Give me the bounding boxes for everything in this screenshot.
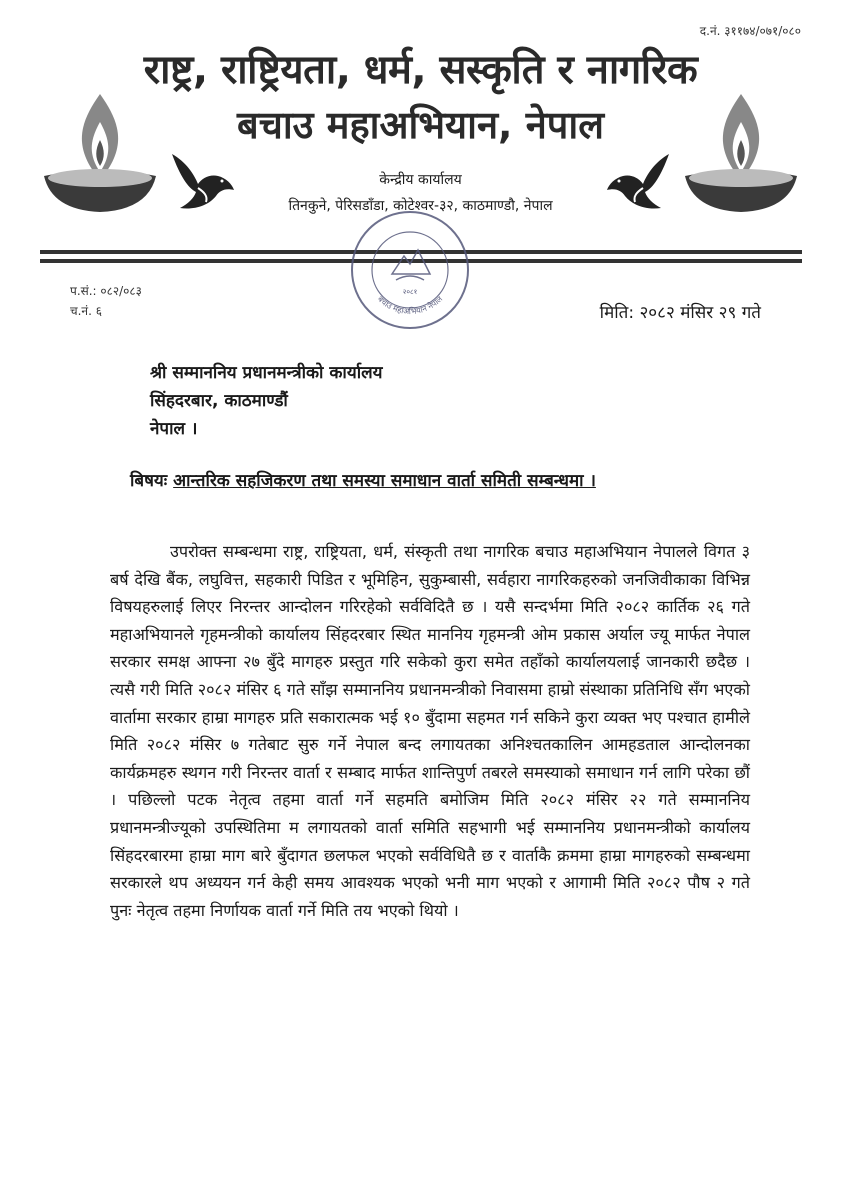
dispatch-number: च.नं. ६ [70, 304, 102, 318]
addressee-line1: श्री सम्माननिय प्रधानमन्त्रीको कार्यालय [150, 363, 383, 383]
central-office-label: केन्द्रीय कार्यालय [379, 172, 462, 188]
seal-year: २०८१ [402, 288, 418, 296]
subject-label: बिषयः [130, 471, 168, 491]
organization-title-line1: राष्ट्र, राष्ट्रियता, धर्म, सस्कृति र नागरिक [143, 47, 698, 93]
letter-date: मिति: २०८२ मंसिर २९ गते [599, 303, 761, 323]
organization-title-line2: बचाउ महाअभियान, नेपाल [237, 103, 604, 147]
reference-number: प.सं.: ०८२/०८३ [70, 284, 142, 298]
addressee-line3: नेपाल । [150, 419, 198, 439]
subject-text: आन्तरिक सहजिकरण तथा समस्या समाधान वार्ता समिती सम्बन्धमा । [173, 471, 596, 491]
registration-number: द.नं. ३११७४/०७१/०८० [699, 24, 801, 38]
body-paragraph: उपरोक्त सम्बन्धमा राष्ट्र, राष्ट्रियता, धर्म, संस्कृती तथा नागरिक बचाउ महाअभियान नेपालले विगत ३ बर्ष देखि बैंक, लघुवित्त, सहकारी पिडित र भूमिहिन, सुकुम्बासी, सर्वहारा नागरिकहरुको जनजिवीकाका विभिन्न विषयहरुलाई लिएर निरन्तर आन्दोलन गरिरहेको सर्वविदितै छ । यसै सन्दर्भमा मिति २०८२ कार्तिक २६ गते महाअभियानले गृहमन्त्रीको कार्यालय सिंहदरबार स्थित माननिय गृहमन्त्री ओम प्रकास अर्याल ज्यू मार्फत नेपाल सरकार समक्ष आफ्ना २७ बुँदे मागहरु प्रस्तुत गरि सकेको कुरा समेत तहाँको कार्यालयलाई जानकारी छदैछ । त्यसै गरी मिति २०८२ मंसिर ६ गते साँझ सम्माननिय प्रधानमन्त्रीको निवासमा हाम्रो संस्थाका प्रतिनिधि सँग भएको वार्तामा सरकार हाम्रा मागहरु प्रति सकारात्मक भई १० बुँदामा सहमत गर्न सकिने कुरा व्यक्त भए पश्चात हामीले मिति २०८२ मंसिर ७ गतेबाट सुरु गर्ने नेपाल बन्द लगायतका अनिश्चतकालिन आमहडताल आन्दोलनका कार्यक्रमहरु स्थगन गरी निरन्तर वार्ता र सम्बाद मार्फत शान्तिपुर्ण तबरले समस्याको समाधान गर्न लागि परेका छौं । पछिल्लो पटक नेतृत्व तहमा वार्ता गर्ने सहमति बमोजिम मिति २०८२ मंसिर २२ गते सम्माननिय प्रधानमन्त्रीज्यूको उपस्थितिमा म लगायतको वार्ता समिति सहभागी भई सम्माननिय प्रधानमन्त्रीको कार्यालय सिंहदरबारमा हाम्रा माग बारे बुँदागत छलफल भएको सर्वविधितै छ र वार्ताकै क्रममा हाम्रा मागहरुको सम्बन्धमा सरकारले थप अध्ययन गर्न केही समय आवश्यक भएको भनी माग भएको र आगामी मिति २०८२ पौष २ गते पुनः नेतृत्व तहमा निर्णायक वार्ता गर्ने मिति तय भएको थियो । [110, 542, 750, 920]
organization-seal-stamp [348, 208, 472, 332]
addressee-line2: सिंहदरबार, काठमाण्डौं [150, 391, 288, 411]
office-address: तिनकुने, पेरिसडाँडा, कोटेश्वर-३२, काठमाण्डौ, नेपाल [288, 198, 553, 214]
svg-text:बचाउ महाअभियान नेपाल [376, 294, 445, 316]
letter-body [110, 538, 750, 924]
seal-text: बचाउ महाअभियान नेपाल [375, 294, 445, 317]
subject-line [130, 468, 596, 491]
